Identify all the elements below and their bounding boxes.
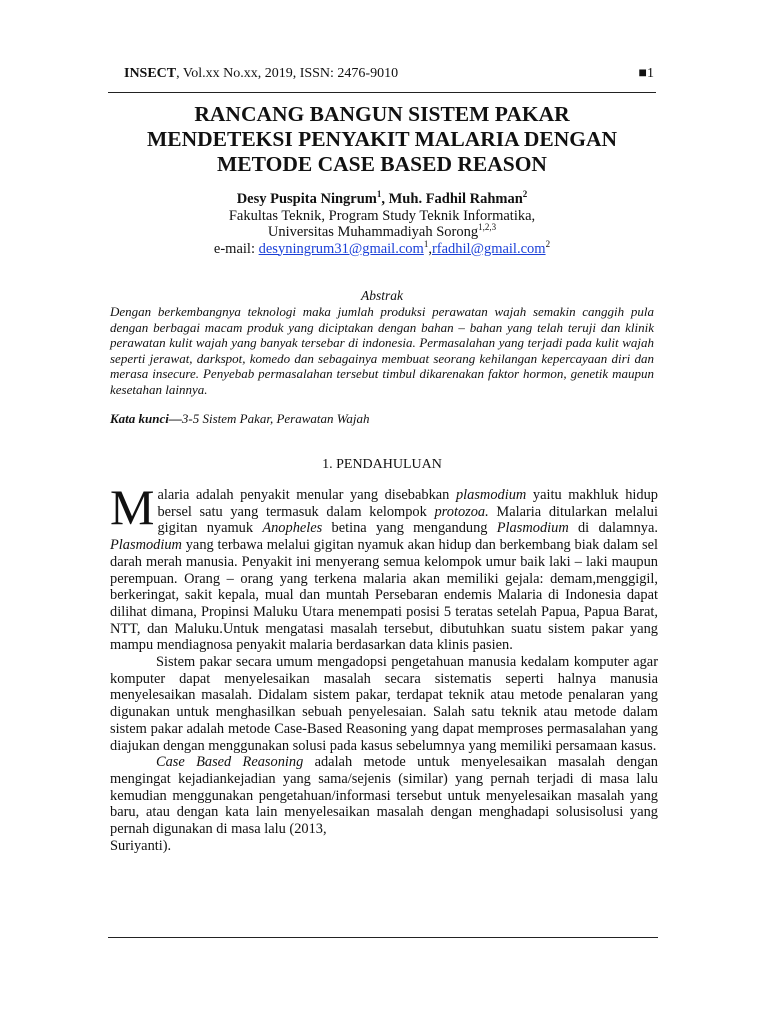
p1-text-b: yaitu makhluk hidup bersel satu yang termasuk dalam kelompok bbox=[157, 487, 658, 520]
p1-italic-1: plasmodium bbox=[455, 487, 527, 503]
paper-title bbox=[108, 102, 656, 177]
keywords bbox=[110, 411, 654, 427]
p1-text-c: Malaria ditularkan melalui gigitan nyamuk bbox=[157, 503, 658, 537]
affiliation-line-2 bbox=[108, 224, 656, 241]
title-line-1: RANCANG BANGUN SISTEM PAKAR bbox=[194, 102, 570, 126]
section-heading: 1. PENDAHULUAN bbox=[322, 457, 442, 472]
p1-italic-5: Plasmodium bbox=[110, 537, 182, 554]
email-line bbox=[108, 238, 656, 258]
author-names bbox=[108, 191, 656, 208]
p3-italic: Case Based Reasoning bbox=[156, 754, 304, 771]
body-text bbox=[110, 479, 658, 854]
email-separator: , bbox=[428, 240, 432, 257]
p1-text-d: betina yang mengandung bbox=[322, 520, 497, 537]
email-1-sup: 1 bbox=[423, 238, 429, 249]
title-line-3: METODE CASE BASED REASON bbox=[217, 152, 547, 176]
p3-end: Suriyanti). bbox=[110, 837, 172, 854]
p3-text: adalah metode untuk menyelesaikan masalah dengan mengingat kejadiankejadian yang sama/sejenis (similar) yang pernah terjadi di masa lalu kemudian menggunakan pengetahuan/informasi tersebut untuk menyelesaikan masalah yang baru, atau dengan kata lain menyelesaikan masalah dengan menghadapi solusisolusi yang pernah digunakan di masa lalu (2013, bbox=[110, 754, 658, 838]
p1-text-a: alaria adalah penyakit menular yang disebabkan bbox=[157, 487, 456, 503]
university: Universitas Muhammadiyah Sorong bbox=[267, 224, 479, 240]
p1-italic-4: Plasmodium bbox=[496, 520, 569, 537]
university-sup: 1,2,3 bbox=[478, 222, 497, 233]
p1-text-e: di dalamnya. bbox=[568, 520, 658, 537]
paragraph-1 bbox=[110, 479, 658, 654]
keywords-dash: — bbox=[168, 411, 182, 426]
drop-cap: M bbox=[110, 479, 155, 535]
paragraph-3 bbox=[110, 754, 658, 854]
p1-italic-3: Anopheles bbox=[262, 520, 323, 537]
affiliation-line-1: Fakultas Teknik, Program Study Teknik Informatika, bbox=[228, 207, 536, 224]
keywords-text: 3-5 Sistem Pakar, Perawatan Wajah bbox=[181, 411, 370, 426]
author-2-sup: 2 bbox=[522, 189, 528, 200]
author-1-sup: 1 bbox=[376, 189, 382, 200]
journal-citation bbox=[124, 66, 398, 82]
journal-details: , Vol.xx No.xx, 2019, ISSN: 2476-9010 bbox=[176, 66, 399, 81]
running-header bbox=[108, 62, 656, 93]
email-link-1[interactable]: desyningrum31@gmail.com bbox=[258, 240, 424, 257]
abstract-heading: Abstrak bbox=[361, 288, 403, 303]
author-1: Desy Puspita Ningrum bbox=[236, 191, 377, 207]
email-link-2[interactable]: rfadhil@gmail.com bbox=[431, 240, 546, 257]
p1-text-f: yang terbawa melalui gigitan nyamuk akan hidup dan berkembang biak dalam sel darah merah manusia. Penyakit ini menyerang semua kelompok umur baik laki – laki maupun perempuan. Orang – orang yang terkena malaria akan memiliki gejala: demam,menggigil, berkeringat, sakit kepala, mual dan muntah Persebaran endemis Malaria di Indonesia dapat dilihat dimana, Propinsi Maluku Utara menempati posisi 5 teratas setelah Papua, Papua Barat, NTT, dan Maluku.Untuk mengatasi masalah tersebut, dibutuhkan suatu sistem pakar yang mampu mendiagnosa penyakit malaria berdasarkan data klinis pasien. bbox=[110, 537, 658, 654]
p1-italic-2: protozoa. bbox=[434, 503, 489, 520]
journal-name: INSECT bbox=[124, 66, 177, 81]
email-label: e-mail: bbox=[213, 240, 259, 257]
abstract-text: Dengan berkembangnya teknologi maka jumlah produksi perawatan wajah semakin canggih pula dengan berbagai macam produk yang diciptakan dengan bahan – bahan yang telah teruji dan klinik perawatan kulit wajah yang banyak tersebar di indonesia. Permasalahan yang terjadi pada kulit wajah seperti jerawat, darkspot, komedo dan sebagainya membuat seorang kehilangan kepercayaan diri dan merasa insecure. Penyebab permasalahan tersebut timbul dikarenakan faktor hormon, genetik maupun kesetahan lainnya. bbox=[110, 304, 654, 397]
paragraph-2: Sistem pakar secara umum mengadopsi pengetahuan manusia kedalam komputer agar komputer dapat menyelesaikan masalah secara sistematis seperti halnya manusia menyelesaikan masalah. Didalam sistem pakar, terdapat teknik atau metode penalaran yang digunakan untuk menghasilkan sebuah penyelesaian. Salah satu teknik atau metode dalam sistem pakar adalah metode Case-Based Reasoning yang dapat memproses permasalahan yang diajukan dengan menggunakan solusi pada kasus sebelumnya yang memiliki persamaan kasus. bbox=[110, 654, 658, 754]
footer-rule bbox=[108, 937, 658, 938]
email-2-sup: 2 bbox=[545, 238, 551, 249]
title-line-2: MENDETEKSI PENYAKIT MALARIA DENGAN bbox=[146, 127, 618, 151]
author-block bbox=[108, 191, 656, 257]
author-separator: , bbox=[381, 191, 389, 207]
keywords-label: Kata kunci bbox=[110, 411, 169, 426]
page-number: ■1 bbox=[638, 66, 654, 81]
author-2: Muh. Fadhil Rahman bbox=[388, 191, 523, 207]
